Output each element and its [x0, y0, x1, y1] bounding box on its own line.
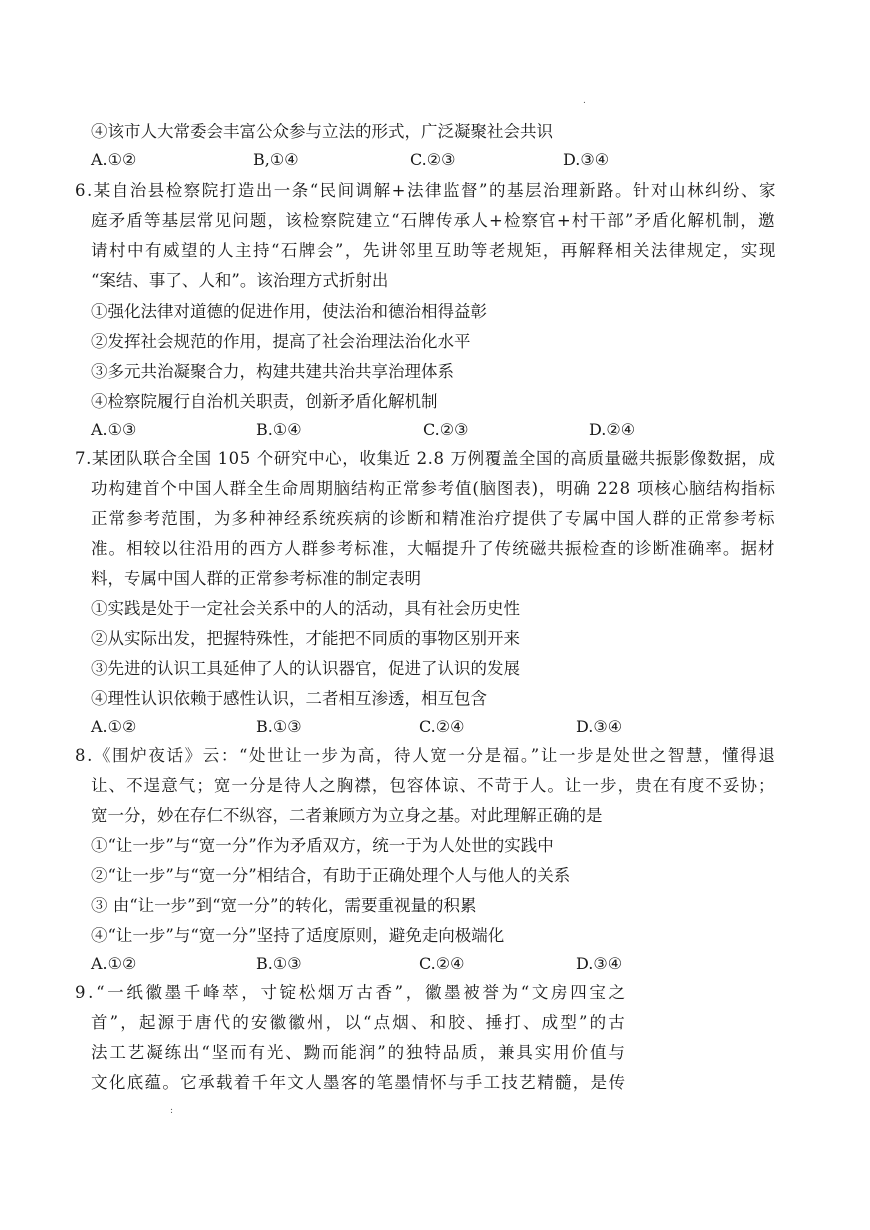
q8-option-d[interactable]: D.③④	[576, 954, 623, 973]
q6-option-c[interactable]: C.②③	[423, 420, 469, 439]
q6-options	[91, 419, 791, 441]
q5-option-b[interactable]: B,①④	[253, 150, 299, 169]
q9-stem-line-4: 文化底蕴。它承载着千年文人墨客的笔墨情怀与手工技艺精髓，是传	[91, 1073, 627, 1092]
q8-option-a[interactable]: A.①②	[91, 954, 137, 973]
q6-item-2: ②发挥社会规范的作用，提高了社会治理法治化水平	[91, 332, 471, 351]
q6-option-a[interactable]: A.①③	[91, 420, 137, 439]
q8-stem-line-2: 让、不逞意气；宽一分是待人之胸襟，包容体谅、不苛于人。让一步，贵在有度不妥协；	[91, 776, 776, 795]
q7-item-2: ②从实际出发，把握特殊性，才能把不同质的事物区别开来	[91, 629, 520, 648]
q6-item-4: ④检察院履行自治机关职责，创新矛盾化解机制	[91, 392, 438, 411]
q8-item-4: ④“让一步”与“宽一分”坚持了适度原则，避免走向极端化	[91, 926, 505, 945]
q5-option-a[interactable]: A.①②	[91, 150, 137, 169]
q8-item-2: ②“让一步”与“宽一分”相结合，有助于正确处理个人与他人的关系	[91, 866, 571, 885]
q7-option-b[interactable]: B.①③	[256, 717, 302, 736]
q6-option-b[interactable]: B.①④	[256, 420, 302, 439]
q7-stem-line-1: 7.某团队联合全国 105 个研究中心，收集近 2.8 万例覆盖全国的高质量磁共振影像数据，成	[75, 449, 776, 468]
q7-item-3: ③先进的认识工具延伸了人的认识器官，促进了认识的发展	[91, 659, 520, 678]
q5-item-4: ④该市人大常委会丰富公众参与立法的形式，广泛凝聚社会共识	[91, 122, 553, 141]
q8-stem-line-1: 8.《围炉夜话》云：“处世让一步为高，待人宽一分是福。”让一步是处世之智慧，懂得退	[75, 746, 777, 765]
stray-mark-2: :	[170, 1106, 174, 1116]
q9-stem-line-3: 法工艺凝练出“坚而有光、黝而能润”的独特品质，兼具实用价值与	[91, 1043, 627, 1062]
q7-stem-line-2: 功构建首个中国人群全生命周期脑结构正常参考值(脑图表)，明确 228 项核心脑结构指标	[91, 479, 776, 498]
q7-item-1: ①实践是处于一定社会关系中的人的活动，具有社会历史性	[91, 599, 520, 618]
q7-option-d[interactable]: D.③④	[576, 717, 623, 736]
q7-stem-line-5: 料，专属中国人群的正常参考标准的制定表明	[91, 569, 421, 588]
q7-option-a[interactable]: A.①②	[91, 717, 137, 736]
q8-option-b[interactable]: B.①③	[256, 954, 302, 973]
q6-stem-line-4: “案结、事了、人和”。该治理方式折射出	[91, 271, 389, 290]
q9-stem-line-1: 9.“一纸徽墨千峰萃，寸锭松烟万古香”，徽墨被誉为“文房四宝之	[75, 983, 628, 1002]
q6-stem-line-1: 6.某自治县检察院打造出一条“民间调解+法律监督”的基层治理新路。针对山林纠纷、家	[75, 181, 777, 200]
q7-option-c[interactable]: C.②④	[419, 717, 465, 736]
q6-item-1: ①强化法律对道德的促进作用，使法治和德治相得益彰	[91, 302, 487, 321]
q5-option-d[interactable]: D.③④	[563, 150, 610, 169]
stray-mark: .	[583, 96, 586, 106]
q7-stem-line-3: 正常参考范围，为多种神经系统疾病的诊断和精准治疗提供了专属中国人群的正常参考标	[91, 509, 776, 528]
q8-option-c[interactable]: C.②④	[419, 954, 465, 973]
q6-item-3: ③多元共治凝聚合力，构建共建共治共享治理体系	[91, 362, 454, 381]
q8-stem-line-3: 宽一分，妙在存仁不纵容，二者兼顾方为立身之基。对此理解正确的是	[91, 806, 603, 825]
q9-stem-line-2: 首”，起源于唐代的安徽徽州，以“点烟、和胶、捶打、成型”的古	[91, 1013, 627, 1032]
q6-option-d[interactable]: D.②④	[589, 420, 636, 439]
q5-option-c[interactable]: C.②③	[410, 150, 456, 169]
q6-stem-line-3: 请村中有威望的人主持“石牌会”，先讲邻里互助等老规矩，再解释相关法律规定，实现	[91, 241, 777, 260]
q8-item-1: ①“让一步”与“宽一分”作为矛盾双方，统一于为人处世的实践中	[91, 836, 554, 855]
q6-stem-line-2: 庭矛盾等基层常见问题，该检察院建立“石牌传承人+检察官+村干部”矛盾化解机制，邀	[91, 211, 776, 230]
q7-options	[91, 716, 791, 738]
q5-options	[91, 149, 791, 171]
q8-options	[91, 953, 791, 975]
q7-item-4: ④理性认识依赖于感性认识，二者相互渗透，相互包含	[91, 689, 487, 708]
q7-stem-line-4: 准。相较以往沿用的西方人群参考标准，大幅提升了传统磁共振检查的诊断准确率。据材	[91, 539, 776, 558]
q8-item-3: ③ 由“让一步”到“宽一分”的转化，需要重视量的积累	[91, 896, 477, 915]
